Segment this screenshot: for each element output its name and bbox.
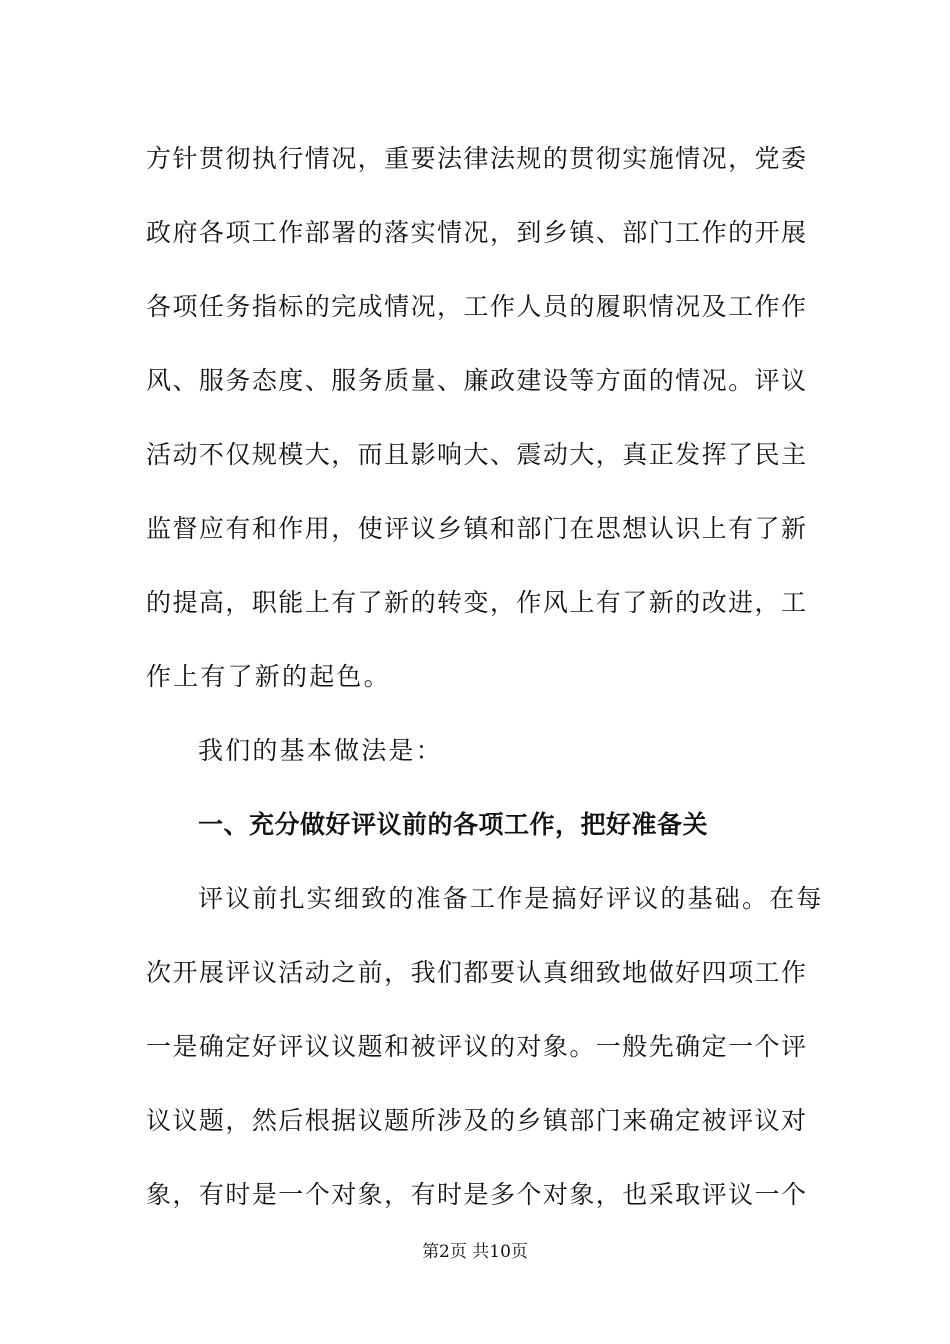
- text-line: 的提高，职能上有了新的转变，作风上有了新的改进，工: [146, 588, 806, 617]
- body-text: [146, 122, 824, 1232]
- text-line: 风、服务态度、服务质量、廉政建设等方面的情况。评议: [146, 366, 806, 395]
- text-line: 作上有了新的起色。: [146, 662, 391, 691]
- text-line: 评议前扎实细致的准备工作是搞好评议的基础。在每: [198, 884, 824, 913]
- text-line: 活动不仅规模大，而且影响大、震动大，真正发挥了民主: [146, 440, 806, 469]
- text-line: 各项任务指标的完成情况，工作人员的履职情况及工作作: [146, 292, 806, 321]
- text-line: 政府各项工作部署的落实情况，到乡镇、部门工作的开展: [146, 218, 806, 247]
- text-line: 次开展评议活动之前，我们都要认真细致地做好四项工作: [146, 958, 806, 987]
- section-heading: 一、充分做好评议前的各项工作，把好准备关: [198, 810, 709, 839]
- text-line: 象，有时是一个对象，有时是多个对象，也采取评议一个: [146, 1180, 806, 1209]
- text-line: 我们的基本做法是：: [198, 736, 443, 765]
- text-line: 议议题，然后根据议题所涉及的乡镇部门来确定被评议对: [146, 1106, 806, 1135]
- text-line: 监督应有和作用，使评议乡镇和部门在思想认识上有了新: [146, 514, 806, 543]
- text-line: 方针贯彻执行情况，重要法律法规的贯彻实施情况，党委: [146, 144, 806, 173]
- page-footer: 第2页 共10页: [422, 1242, 528, 1262]
- text-line: 一是确定好评议议题和被评议的对象。一般先确定一个评: [146, 1032, 806, 1061]
